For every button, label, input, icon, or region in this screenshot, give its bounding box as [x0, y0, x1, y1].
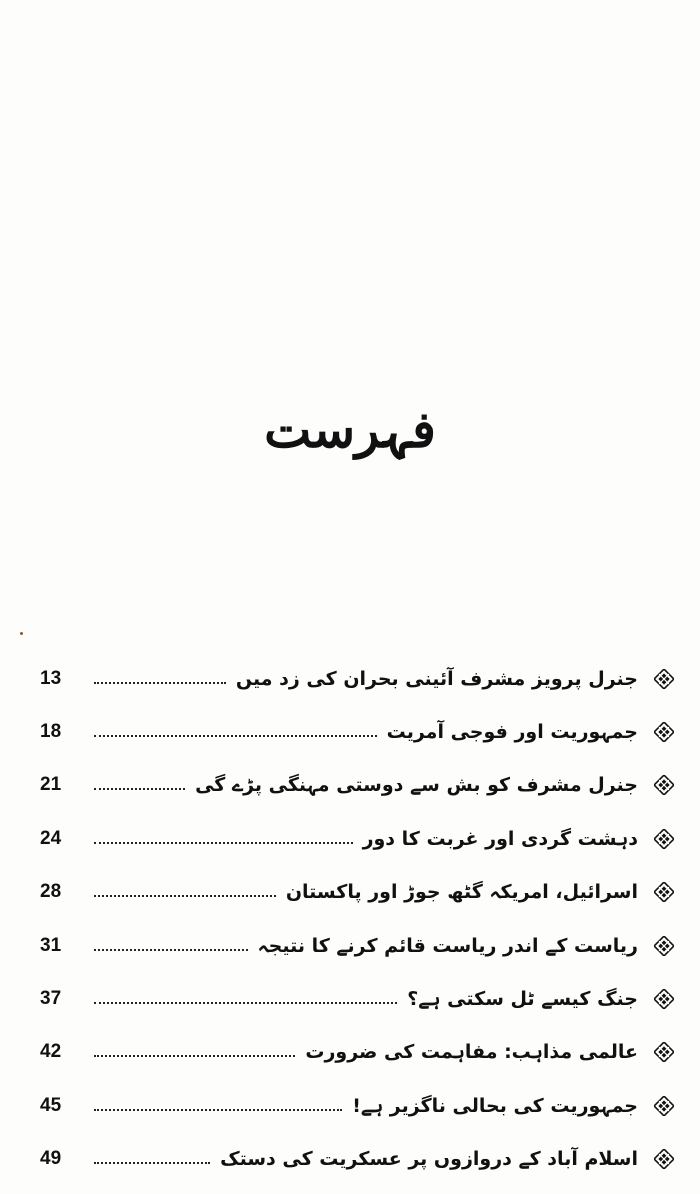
toc-entry-title: جنرل مشرف کو بش سے دوستی مہنگی پڑے گی: [195, 774, 638, 797]
ornament-diamond-icon: [652, 880, 676, 904]
toc-entry: [40, 652, 676, 705]
ornament-diamond-icon: [652, 827, 676, 851]
toc-entry-title: جمہوریت اور فوجی آمریت: [386, 721, 638, 744]
toc-page-number: 31: [40, 934, 62, 956]
ornament-diamond-icon: [652, 1147, 676, 1171]
toc-entry: [40, 812, 676, 865]
toc-page-number: 18: [40, 721, 62, 743]
table-of-contents: [40, 652, 676, 1186]
toc-page-number: 45: [40, 1094, 62, 1116]
toc-page-number: 24: [40, 827, 62, 849]
dot-leader: [94, 1109, 342, 1111]
toc-page-number: 21: [40, 774, 62, 796]
ornament-diamond-icon: [652, 1040, 676, 1064]
ornament-diamond-icon: [652, 987, 676, 1011]
toc-entry-title: جنگ کیسے ٹل سکتی ہے؟: [407, 988, 638, 1011]
dot-leader: [94, 949, 248, 951]
toc-page-number: 42: [40, 1041, 62, 1063]
paper-speck: [20, 632, 23, 635]
toc-entry-title: دہشت گردی اور غربت کا دور: [362, 827, 638, 850]
dot-leader: [94, 1055, 295, 1057]
dot-leader: [94, 682, 226, 684]
page-title: فہرست: [264, 400, 436, 459]
toc-entry: [40, 759, 676, 812]
toc-entry: [40, 1133, 676, 1186]
toc-page-number: 49: [40, 1148, 62, 1170]
ornament-diamond-icon: [652, 1094, 676, 1118]
dot-leader: [94, 788, 185, 790]
toc-page-number: 13: [40, 667, 62, 689]
toc-entry: [40, 972, 676, 1025]
dot-leader: [94, 1002, 397, 1004]
dot-leader: [94, 735, 377, 737]
toc-entry: [40, 1079, 676, 1132]
toc-entry: [40, 1026, 676, 1079]
dot-leader: [94, 1162, 210, 1164]
toc-entry-title: ریاست کے اندر ریاست قائم کرنے کا نتیجہ: [257, 934, 638, 957]
toc-entry-title: عالمی مذاہب: مفاہمت کی ضرورت: [305, 1041, 638, 1064]
toc-page-number: 28: [40, 881, 62, 903]
ornament-diamond-icon: [652, 773, 676, 797]
toc-entry: [40, 919, 676, 972]
toc-entry: [40, 705, 676, 758]
ornament-diamond-icon: [652, 720, 676, 744]
toc-entry-title: اسرائیل، امریکہ گٹھ جوڑ اور پاکستان: [285, 881, 638, 904]
toc-entry-title: جنرل پرویز مشرف آئینی بحران کی زد میں: [235, 667, 638, 690]
toc-entry-title: جمہوریت کی بحالی ناگزیر ہے!: [352, 1094, 638, 1117]
toc-entry: [40, 866, 676, 919]
dot-leader: [94, 895, 276, 897]
ornament-diamond-icon: [652, 934, 676, 958]
ornament-diamond-icon: [652, 667, 676, 691]
toc-page-number: 37: [40, 988, 62, 1010]
toc-entry-title: اسلام آباد کے دروازوں پر عسکریت کی دستک: [220, 1148, 638, 1171]
dot-leader: [94, 842, 353, 844]
